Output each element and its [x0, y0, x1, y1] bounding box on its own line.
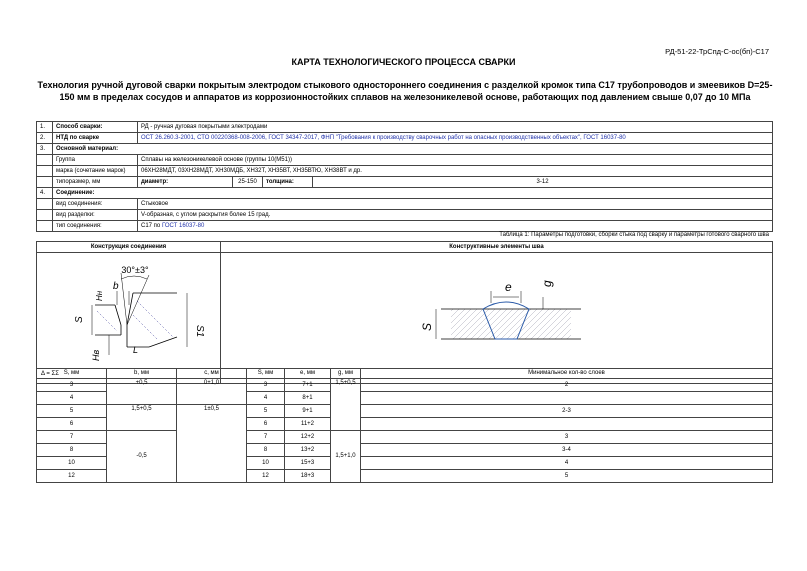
row-number: 2.: [37, 133, 53, 144]
table-row: 4 4 8+1: [37, 392, 773, 405]
document-code: РД-51-22-ТрСпд-С-ос(бп)-С17: [665, 47, 769, 56]
row-label: тип соединения:: [53, 221, 138, 232]
row-label: Группа: [53, 155, 138, 166]
b-label: b: [113, 281, 119, 292]
c-cell: 0+1,0: [177, 379, 247, 405]
row-label: Основной материал:: [53, 144, 773, 155]
weld-elements-svg: [221, 253, 773, 379]
header-s2: S, мм: [247, 369, 285, 379]
drawing-header-right: Конструктивные элементы шва: [221, 242, 773, 253]
weld-elements-drawing: [221, 253, 773, 384]
g-cell: 1,5+0,5: [331, 379, 361, 431]
parameters-table: [36, 368, 773, 483]
row-value: 06ХН28МДТ, 03ХН28МДТ, ХН30МДБ, ХН32Т, ХН35ВТ, ХН35ВТЮ, ХН38ВТ и др.: [138, 166, 773, 177]
process-info-table: [36, 121, 773, 232]
table-row: 8 8 13+2 3-4: [37, 444, 773, 457]
table-row: 5 1,5+0,5 1±0,5 5 9+1 2-3: [37, 405, 773, 418]
header-g: g, мм: [331, 369, 361, 379]
row-value: РД - ручная дуговая покрытыми электродами: [138, 122, 773, 133]
row-value: Сплавы на железоникелевой основе (группы 10(М51)): [138, 155, 773, 166]
row-value: Стыковое: [138, 199, 773, 210]
thickness-label: толщина:: [263, 177, 313, 188]
row-number: 1.: [37, 122, 53, 133]
table-row: 10 10 15+3 4: [37, 457, 773, 470]
b-cell: 1,5+0,5: [107, 405, 177, 431]
header-layers: Минимальное кол-во слоев: [361, 369, 773, 379]
table-row: 7 -0,5 7 12+2 1,5+1,0 3: [37, 431, 773, 444]
table-row: 12 12 18+3 5: [37, 470, 773, 483]
row-value: С17 по ГОСТ 16037-80: [138, 221, 773, 232]
header-b: b, мм: [107, 369, 177, 379]
thickness-value: 3-12: [313, 177, 773, 188]
row-number: 3.: [37, 144, 53, 155]
e-label: e: [505, 280, 512, 294]
g-cell: 1,5+1,0: [331, 431, 361, 483]
l-label: L: [133, 345, 139, 355]
drawings-table: [36, 241, 773, 384]
page-title: КАРТА ТЕХНОЛОГИЧЕСКОГО ПРОЦЕССА СВАРКИ: [291, 57, 516, 67]
joint-design-drawing: [37, 253, 221, 384]
hh-label: Hн: [95, 290, 104, 301]
row-label: Способ сварки:: [53, 122, 138, 133]
s-right-label: S: [420, 322, 434, 331]
ntd-links[interactable]: ОСТ 26.260.3-2001, СТО 00220368-008-2006, ГОСТ 34347-2017, ФНП "Требования к производству сварочных работ на опасных производственных объектах", ГОСТ 16037-80: [138, 133, 773, 144]
row-number: 4.: [37, 188, 53, 199]
joint-design-svg: [37, 253, 221, 379]
hb-label: Hв: [91, 349, 101, 361]
drawing-header-left: Конструкция соединения: [37, 242, 221, 253]
row-label: марка (сочетание марок): [53, 166, 138, 177]
b-cell: +0,5: [107, 379, 177, 405]
gost-link[interactable]: ГОСТ 16037-80: [161, 222, 205, 229]
diameter-label: диаметр:: [138, 177, 233, 188]
header-e: e, мм: [285, 369, 331, 379]
row-label: НТД по сварке: [53, 133, 138, 144]
header-s: S, мм: [37, 369, 107, 379]
header-c: c, мм: [177, 369, 247, 379]
s1-label: S1: [194, 325, 205, 338]
table-row: 6 6 11+2: [37, 418, 773, 431]
row-label: Соединение:: [53, 188, 773, 199]
diameter-value: 25-150: [233, 177, 263, 188]
angle-label: 30°±3°: [121, 265, 149, 275]
g-label: g: [540, 280, 554, 287]
row-label: вид разделки:: [53, 210, 138, 221]
b-cell: -0,5: [107, 431, 177, 483]
c-cell: 1±0,5: [177, 405, 247, 483]
s-label: S: [74, 316, 85, 323]
corner-note: Δ = ΣΣ: [41, 371, 59, 377]
row-label: типоразмер, мм: [53, 177, 138, 188]
table-row: 3 +0,5 0+1,0 3 7+1 1,5+0,5 2: [37, 379, 773, 392]
row-value: V-образная, с углом раскрытия более 15 град.: [138, 210, 773, 221]
table-caption: Таблица 1: Параметры подготовки, сборки стыка под сварку и параметры готового сварного шва: [499, 232, 769, 238]
row-label: вид соединения:: [53, 199, 138, 210]
page-subtitle: Технология ручной дуговой сварки покрытым электродом стыкового одностороннего соединения с разделкой кромок типа С17 трубопроводов и змеевиков D=25-150 мм в пределах сосудов и аппаратов из коррозионностойких сплавов на железоникелевой основе, работающих под давлением свыше 0,07 до 10 МПа: [37, 80, 773, 102]
